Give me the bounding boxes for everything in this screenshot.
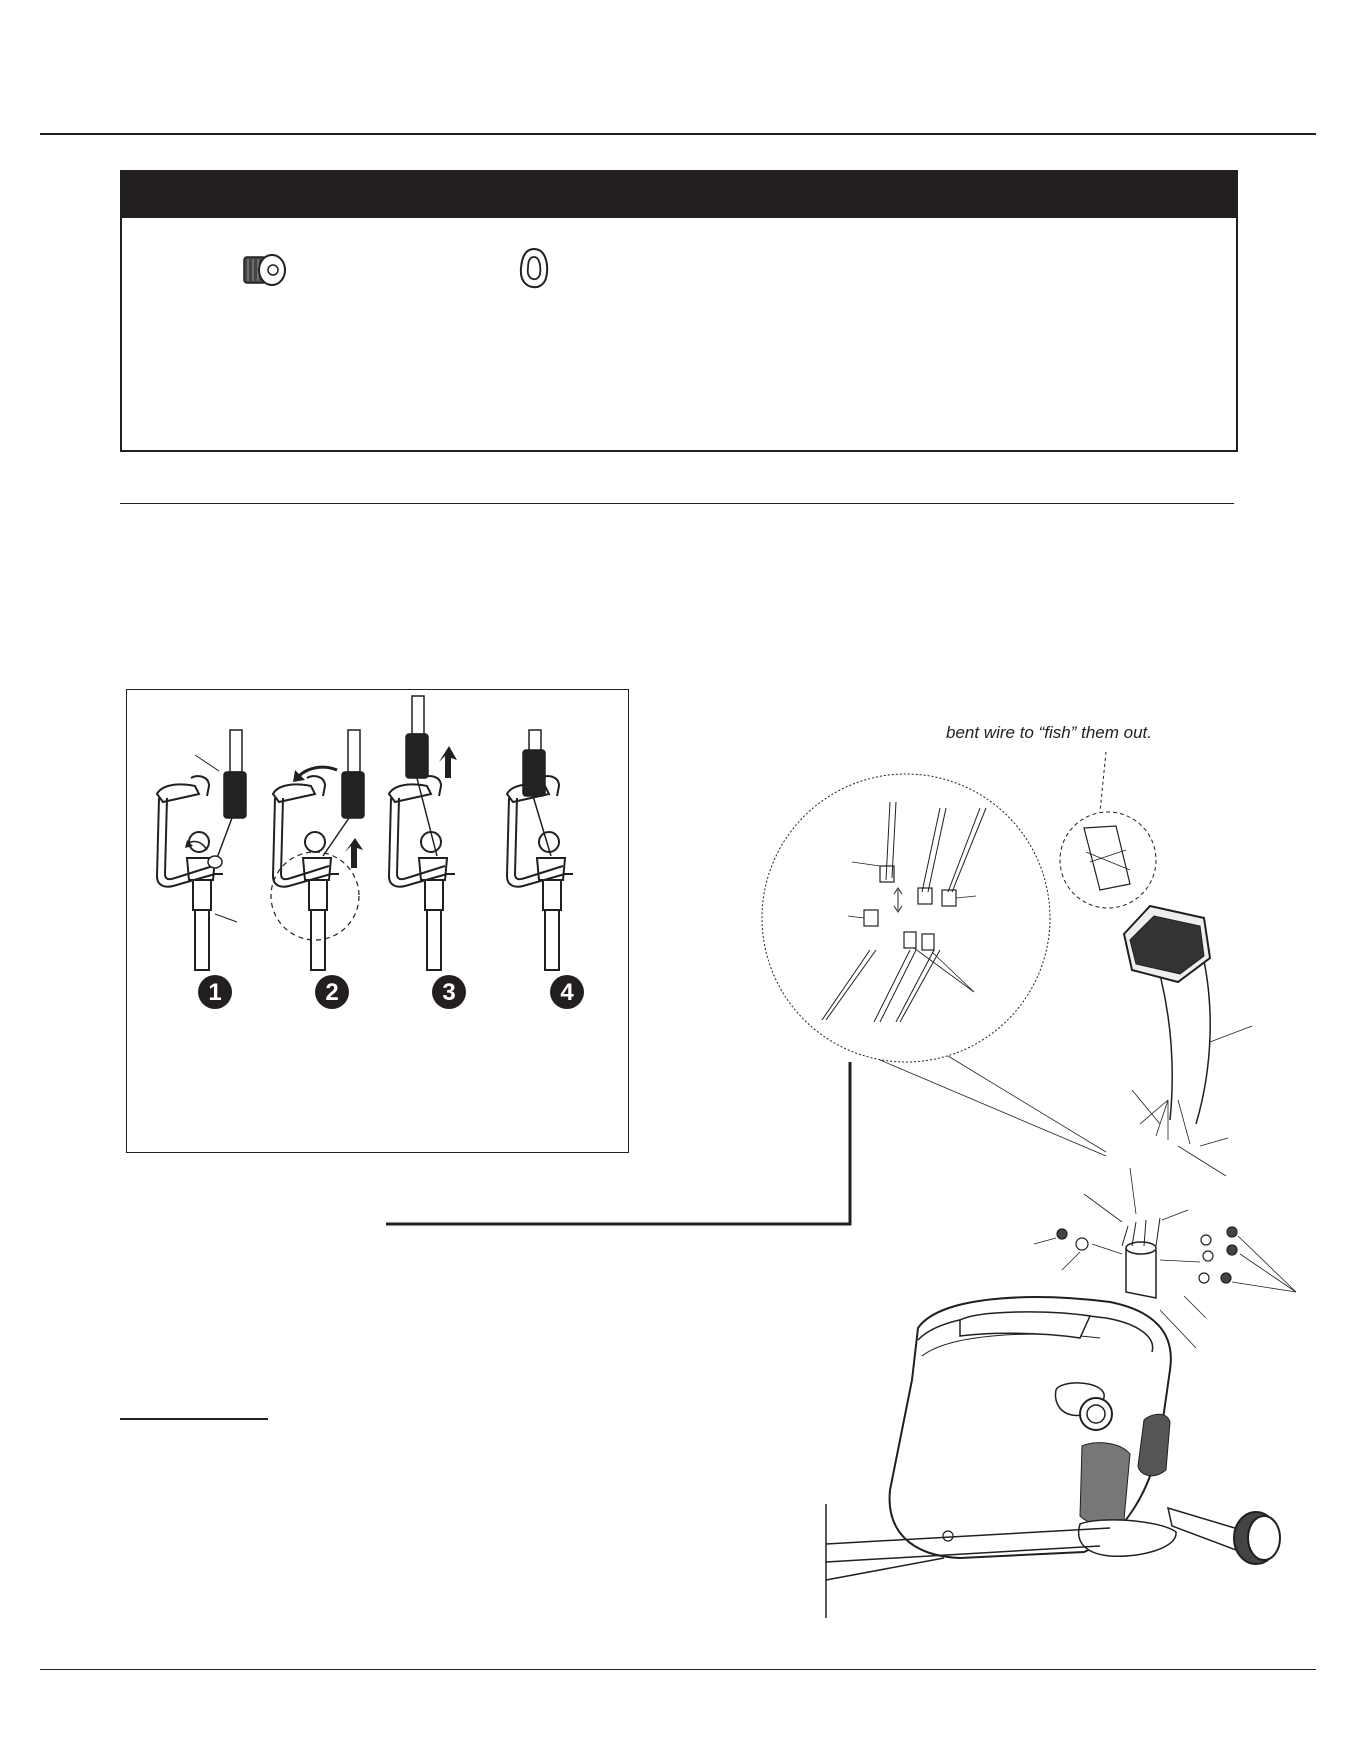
step-3-number: 3 xyxy=(442,979,456,1006)
heading-underline xyxy=(120,1418,268,1420)
bottom-rule xyxy=(40,1669,1316,1670)
fish-wire-note: bent wire to “fish” them out. xyxy=(946,723,1152,742)
step-1-number: 1 xyxy=(208,979,222,1006)
step-4-number: 4 xyxy=(560,979,574,1006)
step-2-number: 2 xyxy=(325,979,339,1006)
magnify-circle xyxy=(762,774,1050,1062)
